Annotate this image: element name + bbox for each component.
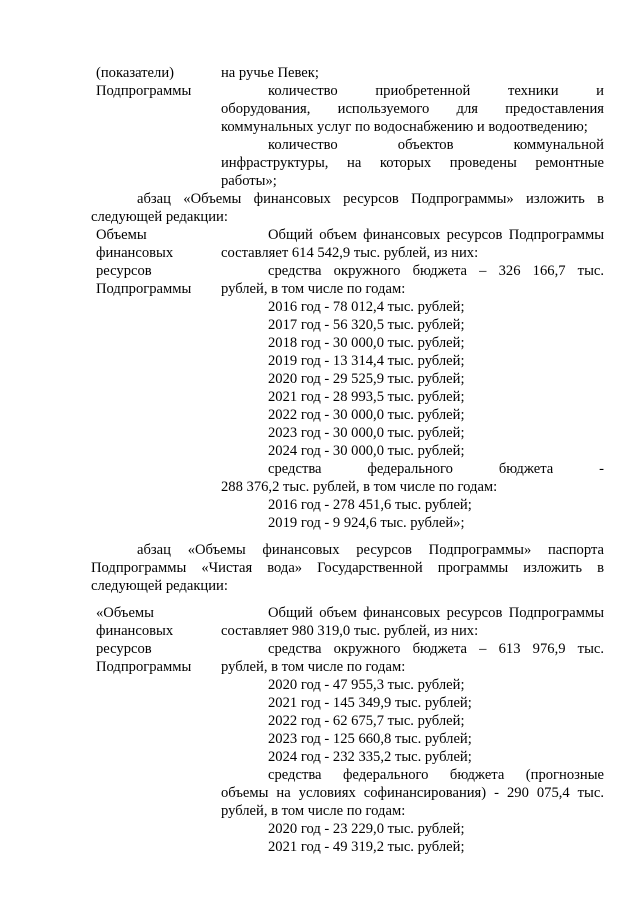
federal-line: 288 376,2 тыс. рублей, в том числе по годам:: [221, 479, 498, 495]
left-label: ресурсов: [96, 641, 152, 657]
year-line: 2021 год - 49 319,2 тыс. рублей;: [268, 839, 465, 855]
year-line: 2024 год - 30 000,0 тыс. рублей;: [268, 443, 465, 459]
left-label: ресурсов: [96, 263, 152, 279]
okrug-line: средства окружного бюджета – 613 976,9 тыс.: [268, 641, 604, 657]
text-line: коммунальных услуг по водоснабжению и водоотведению;: [221, 119, 588, 135]
left-label: Подпрограммы: [96, 281, 192, 297]
federal-line: объемы на условиях софинансирования) - 290 075,4 тыс.: [221, 785, 604, 801]
left-label: Подпрограммы: [96, 83, 192, 99]
text-line: оборудования, используемого для предоставления: [221, 101, 604, 117]
total-line: составляет 614 542,9 тыс. рублей, из них:: [221, 245, 479, 261]
okrug-line: рублей, в том числе по годам:: [221, 659, 406, 675]
year-line: 2016 год - 278 451,6 тыс. рублей;: [268, 497, 472, 513]
year-line: 2016 год - 78 012,4 тыс. рублей;: [268, 299, 465, 315]
okrug-line: средства окружного бюджета – 326 166,7 тыс.: [268, 263, 604, 279]
year-line: 2019 год - 9 924,6 тыс. рублей»;: [268, 515, 465, 531]
paragraph-line: следующей редакции:: [91, 578, 228, 594]
year-line: 2024 год - 232 335,2 тыс. рублей;: [268, 749, 472, 765]
left-label: (показатели): [96, 65, 174, 81]
text-line: на ручье Певек;: [221, 65, 319, 81]
left-label: финансовых: [96, 623, 174, 639]
year-line: 2021 год - 145 349,9 тыс. рублей;: [268, 695, 472, 711]
year-line: 2023 год - 125 660,8 тыс. рублей;: [268, 731, 472, 747]
paragraph-line: следующей редакции:: [91, 209, 228, 225]
total-line: Общий объем финансовых ресурсов Подпрограммы: [268, 605, 604, 621]
paragraph-line: Подпрограммы «Чистая вода» Государственной программы изложить в: [91, 560, 604, 576]
left-label: Объемы: [96, 227, 147, 243]
federal-line: рублей, в том числе по годам:: [221, 803, 406, 819]
text-line: количество приобретенной техники и: [268, 83, 604, 99]
left-label: «Объемы: [96, 605, 154, 621]
text-line: количество объектов коммунальной: [268, 137, 604, 153]
year-line: 2020 год - 47 955,3 тыс. рублей;: [268, 677, 465, 693]
okrug-line: рублей, в том числе по годам:: [221, 281, 406, 297]
total-line: Общий объем финансовых ресурсов Подпрограммы: [268, 227, 604, 243]
left-label: финансовых: [96, 245, 174, 261]
federal-line: средства федерального бюджета -: [268, 461, 604, 477]
federal-line: средства федерального бюджета (прогнозные: [268, 767, 604, 783]
year-line: 2019 год - 13 314,4 тыс. рублей;: [268, 353, 465, 369]
year-line: 2022 год - 62 675,7 тыс. рублей;: [268, 713, 465, 729]
year-line: 2023 год - 30 000,0 тыс. рублей;: [268, 425, 465, 441]
text-line: работы»;: [221, 173, 277, 189]
paragraph-line: абзац «Объемы финансовых ресурсов Подпрограммы» паспорта: [137, 542, 604, 558]
year-line: 2020 год - 29 525,9 тыс. рублей;: [268, 371, 465, 387]
year-line: 2020 год - 23 229,0 тыс. рублей;: [268, 821, 465, 837]
year-line: 2018 год - 30 000,0 тыс. рублей;: [268, 335, 465, 351]
year-line: 2017 год - 56 320,5 тыс. рублей;: [268, 317, 465, 333]
paragraph-line: абзац «Объемы финансовых ресурсов Подпрограммы» изложить в: [137, 191, 604, 207]
year-line: 2021 год - 28 993,5 тыс. рублей;: [268, 389, 465, 405]
left-label: Подпрограммы: [96, 659, 192, 675]
year-line: 2022 год - 30 000,0 тыс. рублей;: [268, 407, 465, 423]
text-line: инфраструктуры, на которых проведены ремонтные: [221, 155, 604, 171]
total-line: составляет 980 319,0 тыс. рублей, из них:: [221, 623, 479, 639]
